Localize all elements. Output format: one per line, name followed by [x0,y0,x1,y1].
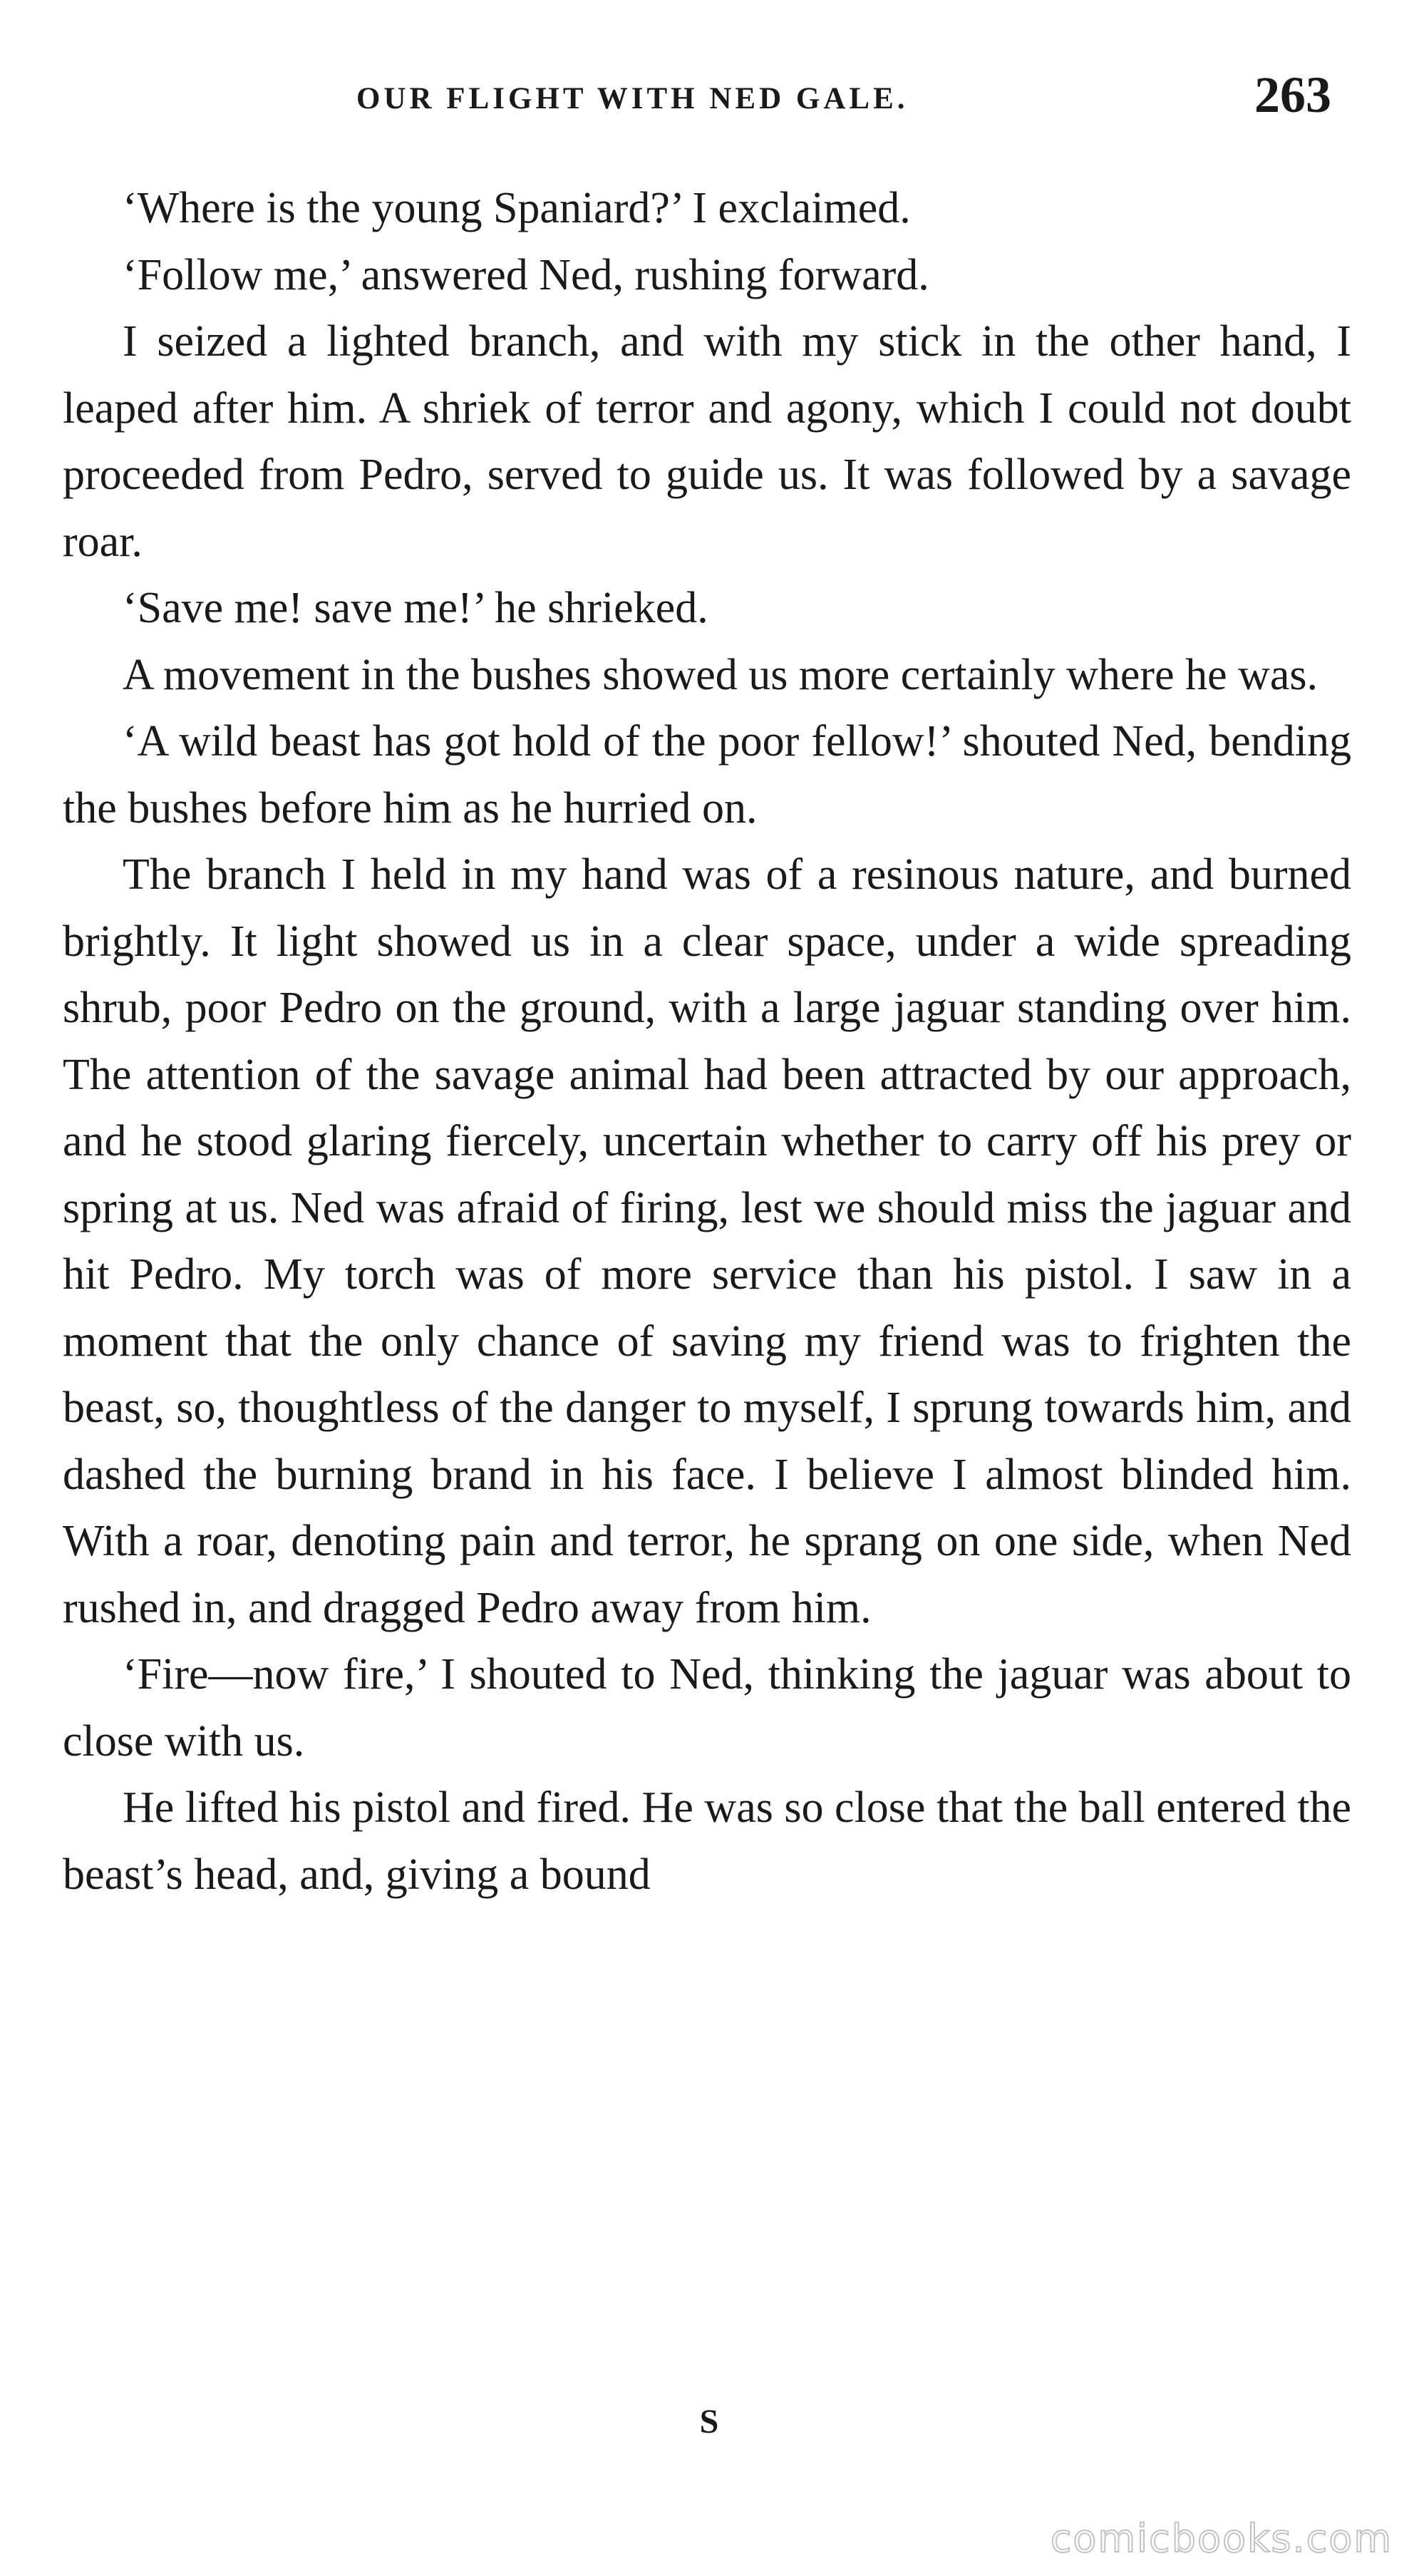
paragraph: ‘Fire—now fire,’ I shouted to Ned, thinking the jaguar was about to close with us. [63,1650,1351,1766]
watermark: comicbooks.com [1050,2516,1393,2561]
signature-mark: S [699,2403,719,2441]
paragraph: ‘Save me! save me!’ he shrieked. [123,584,708,632]
paragraph: He lifted his pistol and fired. He was so close that the ball entered the beast’s head, and, giving a bound [63,1783,1351,1899]
running-title: OUR FLIGHT WITH NED GALE. [356,82,909,115]
page-number: 263 [1254,66,1331,123]
paragraph: ‘Follow me,’ answered Ned, rushing forward. [123,250,929,299]
paragraph: A movement in the bushes showed us more certainly where he was. [123,650,1318,699]
running-head [0,66,1414,130]
body-text [63,175,1351,1908]
paragraph: ‘Where is the young Spaniard?’ I exclaimed. [123,184,911,232]
paragraph: I seized a lighted branch, and with my stick in the other hand, I leaped after him. A shriek of terror and agony, which I could not doubt proceeded from Pedro, served to guide us. It was followed by a savage roar. [63,317,1351,566]
paragraph: ‘A wild beast has got hold of the poor fellow!’ shouted Ned, bending the bushes before him as he hurried on. [63,717,1351,833]
paragraph: The branch I held in my hand was of a resinous nature, and burned brightly. It light showed us in a clear space, under a wide spreading shrub, poor Pedro on the ground, with a large jaguar standing over him. The attention of the savage animal had been attracted by our approach, and he stood glaring fiercely, uncertain whether to carry off his prey or spring at us. Ned was afraid of firing, lest we should miss the jaguar and hit Pedro. My torch was of more service than his pistol. I saw in a moment that the only chance of saving my friend was to frighten the beast, so, thoughtless of the danger to myself, I sprung towards him, and dashed the burning brand in his face. I believe I almost blinded him. With a roar, denoting pain and terror, he sprang on one side, when Ned rushed in, and dragged Pedro away from him. [63,850,1351,1632]
